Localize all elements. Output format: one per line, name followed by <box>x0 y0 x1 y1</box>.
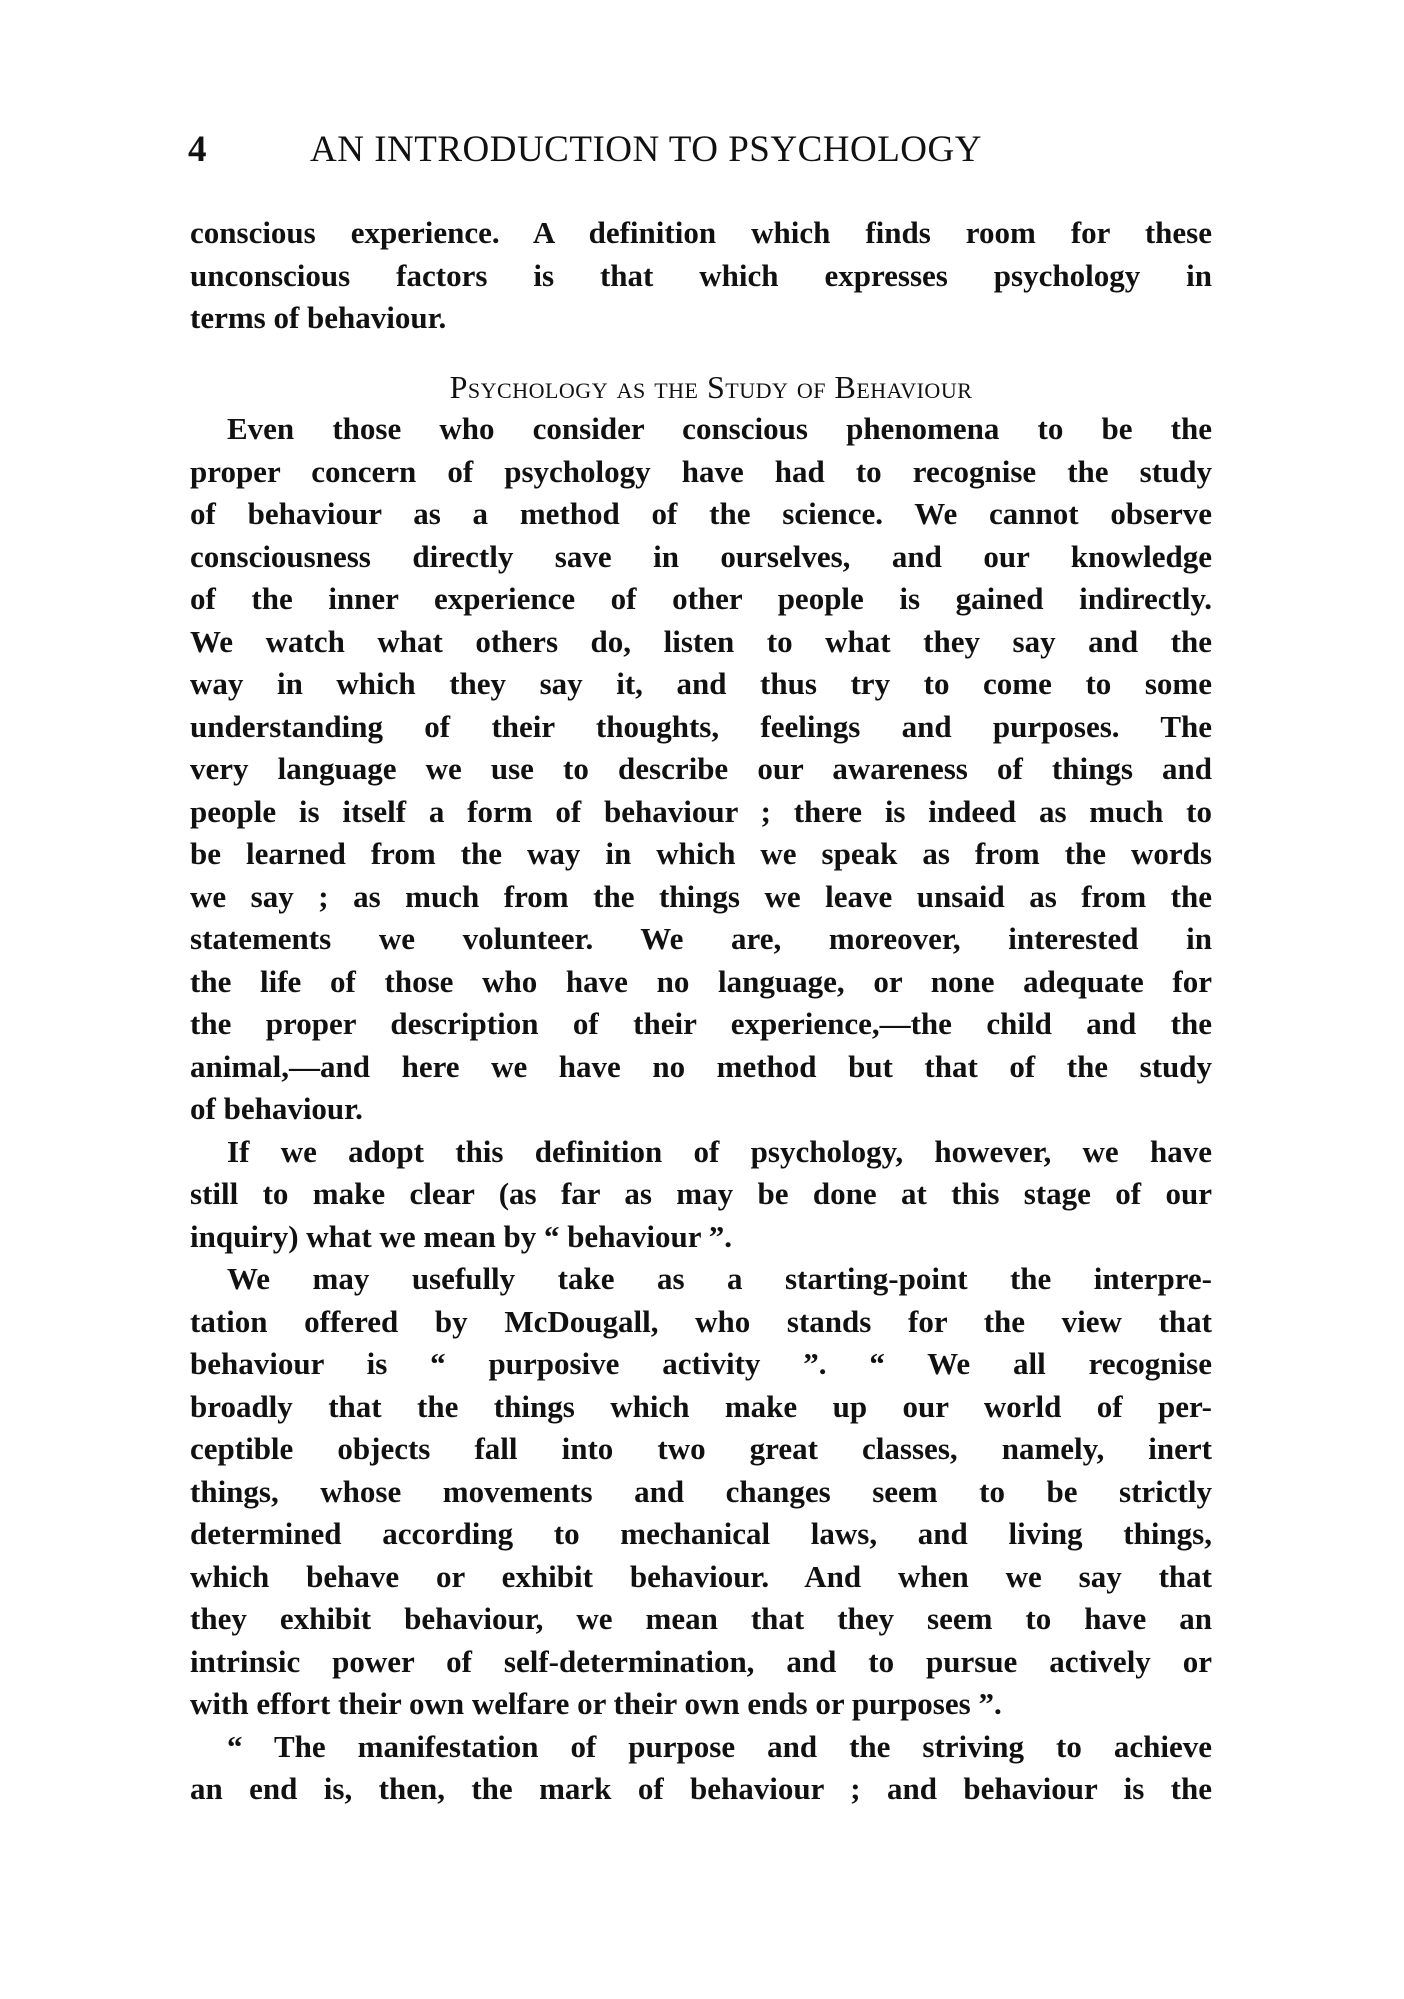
text-line: If we adopt this definition of psychology, however, we have <box>227 1133 1212 1169</box>
text-line: of behaviour as a method of the science. We cannot observe <box>190 496 1212 531</box>
running-header <box>188 128 1212 178</box>
running-title: AN INTRODUCTION TO PSYCHOLOGY <box>310 129 982 170</box>
text-line: they exhibit behaviour, we mean that they seem to have an <box>190 1601 1212 1636</box>
text-line: people is itself a form of behaviour ; there is indeed as much to <box>190 793 1212 829</box>
text-line: way in which they say it, and thus try to come to some <box>190 666 1212 701</box>
text-line: behaviour is “ purposive activity ”. “ We all recognise <box>190 1346 1212 1381</box>
text-line: inquiry) what we mean by “ behaviour ”. <box>190 1218 732 1254</box>
text-line: conscious experience. A definition which finds room for these <box>190 215 1212 250</box>
text-line: things, whose movements and changes seem to be strictly <box>190 1473 1212 1509</box>
paragraph <box>190 408 1212 1131</box>
text-line: terms of behaviour. <box>190 300 447 335</box>
text-line: which behave or exhibit behaviour. And when we say that <box>190 1558 1212 1594</box>
text-line: an end is, then, the mark of behaviour ; and behaviour is the <box>190 1771 1212 1806</box>
text-line: broadly that the things which make up our world of per- <box>190 1388 1212 1424</box>
text-line: with effort their own welfare or their own ends or purposes ”. <box>190 1686 1002 1721</box>
text-line: still to make clear (as far as may be done at this stage of our <box>190 1176 1212 1211</box>
text-line: the life of those who have no language, or none adequate for <box>190 963 1212 999</box>
text-line: tation offered by McDougall, who stands for the view that <box>190 1303 1212 1339</box>
text-line: We watch what others do, listen to what they say and the <box>190 623 1212 659</box>
page-number: 4 <box>188 129 207 170</box>
text-line: intrinsic power of self-determination, and to pursue actively or <box>190 1643 1212 1679</box>
text-line: very language we use to describe our awareness of things and <box>190 751 1212 786</box>
text-line: We may usefully take as a starting-point the interpre- <box>227 1261 1212 1296</box>
text-line: unconscious factors is that which expresses psychology in <box>190 257 1212 293</box>
text-line: understanding of their thoughts, feelings and purposes. The <box>190 708 1212 744</box>
text-line: ceptible objects fall into two great classes, namely, inert <box>190 1431 1212 1466</box>
text-line: we say ; as much from the things we leave unsaid as from the <box>190 878 1212 914</box>
text-line: proper concern of psychology have had to recognise the study <box>190 453 1212 489</box>
section-heading: Psychology as the Study of Behaviour <box>449 368 973 405</box>
page-body <box>190 212 1212 1811</box>
text-line: statements we volunteer. We are, moreover, interested in <box>190 921 1212 956</box>
text-line: determined according to mechanical laws, and living things, <box>190 1516 1212 1551</box>
text-line: Even those who consider conscious phenomena to be the <box>227 411 1212 446</box>
paragraph <box>190 1258 1212 1726</box>
text-line: “ The manifestation of purpose and the striving to achieve <box>227 1728 1212 1764</box>
paragraph <box>190 1131 1212 1259</box>
paragraph <box>190 1726 1212 1811</box>
text-line: the proper description of their experience,—the child and the <box>190 1006 1212 1041</box>
paragraph <box>190 212 1212 340</box>
text-line: consciousness directly save in ourselves, and our knowledge <box>190 538 1212 574</box>
text-line: animal,—and here we have no method but that of the study <box>190 1048 1212 1084</box>
text-line: of behaviour. <box>190 1091 363 1126</box>
text-line: be learned from the way in which we speak as from the words <box>190 836 1212 871</box>
text-line: of the inner experience of other people is gained indirectly. <box>190 581 1212 616</box>
